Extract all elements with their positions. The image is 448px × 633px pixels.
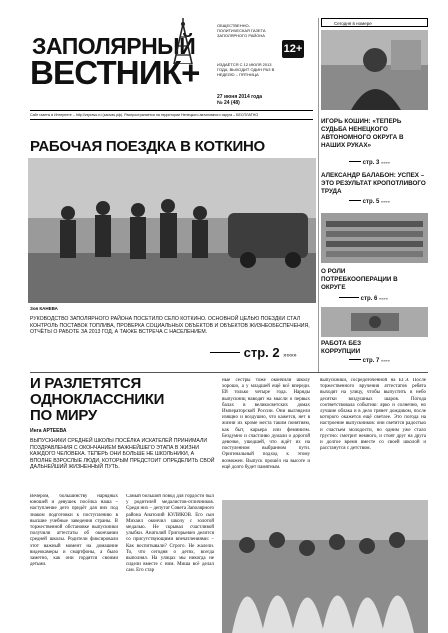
- sidebar-item-2-page: стр. 5: [362, 199, 380, 205]
- masthead-subtitle: ОБЩЕСТВЕННО-ПОЛИТИЧЕСКАЯ ГАЗЕТА ЗАПОЛЯРНОГО РАЙОНА: [217, 23, 266, 38]
- oil-rig-icon: [160, 18, 206, 64]
- masthead-issue-number: № 24 (48): [217, 100, 240, 106]
- second-column-1: Вечером, большинству нарядных юношей и девушек посёлка наша – наступление дето придёт для них под знаком подготовки к поступлению в высшие учебные заведения страны. В торжественной обстановке выпускники получили аттестаты об окончании средней школы. Родители фиксировали этот важный момент на домашние видеокамеры и смартфоны, а было заметно, как они гордятся своими детьми.: [30, 494, 118, 568]
- sidebar-item-4-title: РАБОТА БЕЗ КОРРУПЦИИ: [321, 340, 362, 355]
- column-divider: [318, 18, 319, 373]
- age-rating-badge: 12+: [282, 40, 304, 58]
- second-headline-3: ПО МИРУ: [30, 407, 97, 424]
- lead-summary: РУКОВОДСТВО ЗАПОЛЯРНОГО РАЙОНА ПОСЕТИЛО СЕЛО КОТКИНО. ОСНОВНОЙ ЦЕЛЬЮ ПОЕЗДКИ СТАЛ КОНТРОЛЬ ПОСТАВОК ТОПЛИВА, ПРОВЕРКА СОЦИАЛЬНЫХ ОБЪЕКТОВ И ОБЪЕКТОВ ЖИЗНЕОБЕСПЕЧЕНИЯ, ОТЧЁТЫ О РАБОТЕ ЗА 2013 ГОД, А ТАКЖЕ ВСТРЕЧА С НАСЕЛЕНИЕМ.: [30, 316, 310, 336]
- masthead-divider-2: [30, 119, 313, 120]
- lead-headline: РАБОЧАЯ ПОЕЗДКА В КОТКИНО: [30, 138, 265, 155]
- lead-story: [30, 138, 316, 370]
- graduates-photo: [222, 500, 428, 633]
- masthead-date: 27 июня 2014 года: [217, 94, 263, 100]
- lead-arrows: »»»»: [283, 353, 297, 359]
- sidebar-item-3-page: стр. 6: [360, 296, 378, 302]
- sidebar-item-3-ref: [339, 295, 388, 303]
- sidebar-item-4-ref: [349, 357, 390, 365]
- sidebar-item-1-title: ИГОРЬ КОШИН: «ТЕПЕРЬ СУДЬБА НЕНЕЦКОГО АВТОНОМНОГО ОКРУГА В НАШИХ РУКАХ»: [321, 118, 404, 149]
- second-headline-2: ОДНОКЛАССНИКИ: [30, 391, 165, 408]
- sidebar-header: Сегодня в номере: [321, 18, 428, 27]
- masthead-site-line: Сайт газеты в Интернете – http://vzpravo.ru (zaovas.рф). Распространяется на территории Ненецкого автономного округа – БЕСПЛАТНО: [30, 113, 259, 117]
- sidebar: [321, 18, 428, 370]
- lead-page: стр. 2: [243, 345, 280, 360]
- second-column-2: Самый большой повод для гордости был у родителей медалистов-отличников. Среди них – депутат Совета Заполярного района Анатолий КУЛИКОВ. Его сын Михаил окончил школу с золотой медалью. Не скрывал счастливой улыбки. Анатолий Григорьевич делится со присутствующими впечатлениями: – Как воспитывали? Строго. Не жалели. То, что сегодня о детях, всегда выполнял. На улицах мы никогда не сидели вместе с ним. Миша всё делал сам. Его стар: [126, 494, 214, 574]
- lead-photo: [28, 158, 316, 303]
- sidebar-item-1-ref: [349, 159, 390, 167]
- sidebar-item-1-page: стр. 3: [362, 160, 380, 166]
- second-column-4: выпускники, сосредоточенной на ЕГЭ. После торжественного вручения аттестатов ребята выходят на улицу, чтобы выпустить в небо десятки воздушных шаров. Погода соответствовала событию: ярко и солнечно, но лучшие облака и в дело грянет дождиком, после которого окажется ещё светлее. Это погода на настроение выпускников: они светятся радостью и счастьем молодости, но одним уже стало грустно: смотрит немного, и стоят друг на друга и долгое время вместе со своей школой и расстанутся с детством.: [320, 378, 426, 452]
- sidebar-item-4-arrows: »»»»: [380, 358, 390, 363]
- sidebar-photo-cooperation: [321, 213, 428, 263]
- sidebar-item-2-title: АЛЕКСАНДР БАЛАБОН: УСПЕХ – ЭТО РЕЗУЛЬТАТ КРОПОТЛИВОГО ТРУДА: [321, 172, 426, 195]
- masthead-title-line2: ВЕСТНИК+: [30, 54, 200, 91]
- lead-page-ref: [210, 345, 297, 364]
- second-headline-1: И РАЗЛЕТЯТСЯ: [30, 375, 141, 392]
- section-divider: [30, 372, 428, 373]
- masthead-issue-info: ИЗДАЁТСЯ С 12 ИЮЛЯ 2013 ГОДА, ВЫХОДИТ ОДИН РАЗ В НЕДЕЛЮ – ПЯТНИЦА: [217, 62, 275, 77]
- masthead: [0, 0, 316, 145]
- sidebar-item-4-page: стр. 7: [362, 358, 380, 364]
- sidebar-item-2-arrows: »»»»: [380, 199, 390, 204]
- second-story: [30, 376, 430, 633]
- sidebar-photo-corruption: [321, 307, 428, 337]
- second-lede: ВЫПУСКНИКИ СРЕДНЕЙ ШКОЛЫ ПОСЁЛКА ИСКАТЕЛЕЙ ПРИНИМАЛИ ПОЗДРАВЛЕНИЯ С ОКОНЧАНИЕМ ВАЖНЕЙШЕГО ЭТАПА В ЖИЗНИ КАЖДОГО ЧЕЛОВЕКА. ТЕПЕРЬ ОНИ БОЛЬШЕ НЕ ШКОЛЬНИКИ, А ВПОЛНЕ ВЗРОСЛЫЕ ЛЮДИ, КОТОРЫМ ПРЕДСТОИТ ОПРЕДЕЛИТЬ СВОЙ ДАЛЬНЕЙШИЙ ЖИЗНЕННЫЙ ПУТЬ.: [30, 438, 215, 471]
- second-column-3: ные сестры тоже окончили школу хорошо, а у младшей ещё всё впереди. Ей только четыре года. Наряды выпускниц наводят на мысли о первых балах в великосветских домах Императорской России. Они выглядели изящно и воздушно, что кажется, нет в жизни их кроме места таким понятиям, как быт, карьера или феминизм. Бездумно и счастливо думали о дорогой девочке, ушедшей, что ждёт их на постуленном выбранном пути. Оригинальный подход к этому возможен. Выпуск прошёл на высоте и ещё долго будет памятным.: [222, 378, 310, 470]
- masthead-title-line1: ЗАПОЛЯРНЫЙ: [32, 33, 196, 59]
- sidebar-item-2-ref: [349, 198, 390, 206]
- sidebar-item-1-arrows: »»»»: [380, 160, 390, 165]
- masthead-divider: [30, 110, 313, 111]
- sidebar-photo-koshin: [321, 30, 428, 110]
- sidebar-item-3-title: О РОЛИ ПОТРЕБКООПЕРАЦИИ В ОКРУГЕ: [321, 268, 398, 291]
- lead-photo-credit: Зоя КАНЕВА: [30, 306, 58, 311]
- sidebar-item-3-arrows: »»»»: [378, 296, 388, 301]
- second-author: Инга АРТЕЕВА: [30, 428, 67, 434]
